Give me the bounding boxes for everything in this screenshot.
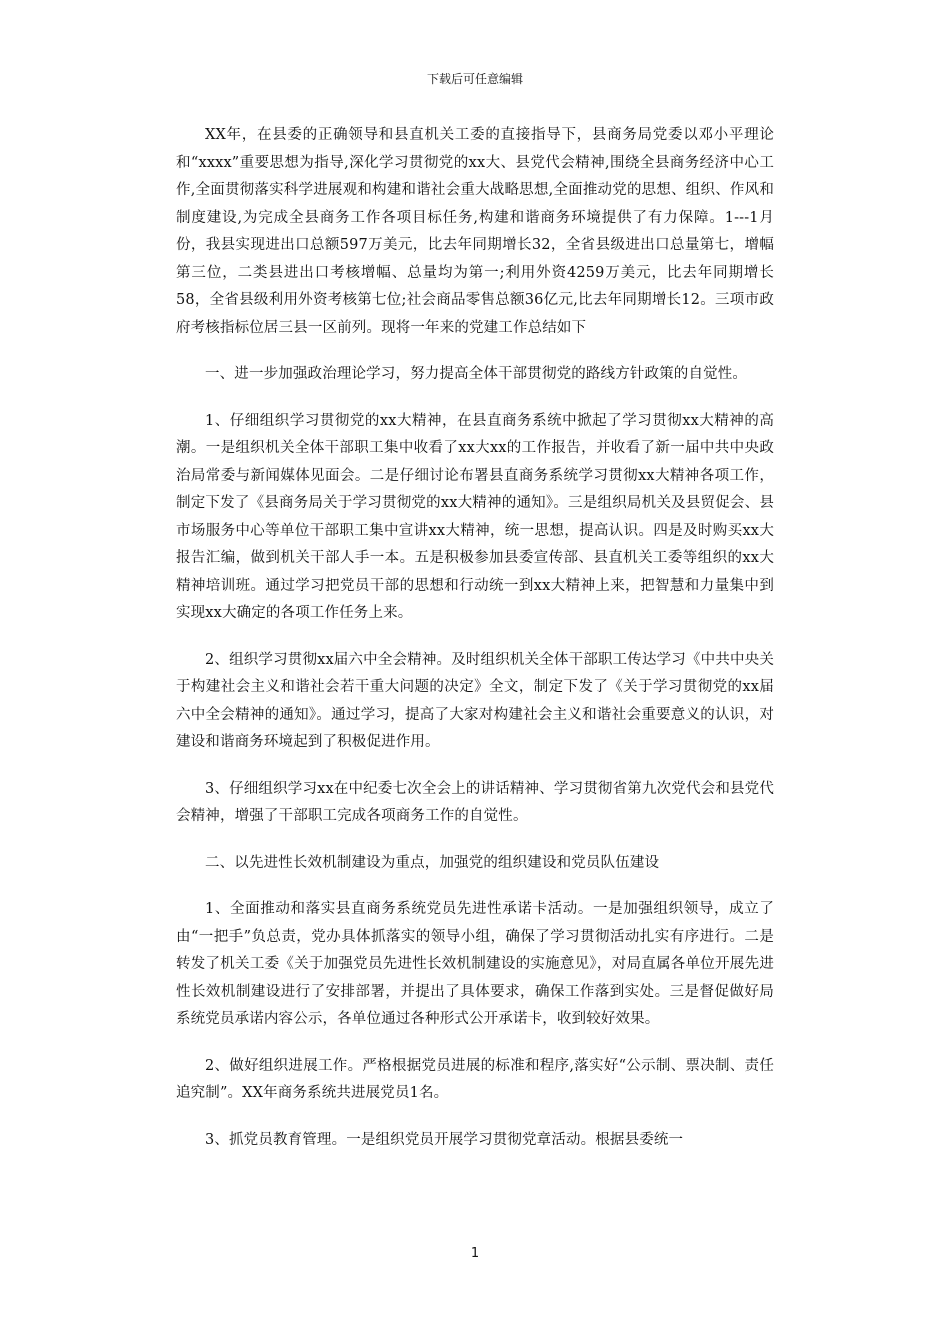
page-number: 1 (470, 1246, 480, 1261)
document-body (176, 122, 774, 1173)
paragraph-2-3: 3、抓党员教育管理。一是组织党员开展学习贯彻党章活动。根据县委统一 (205, 1131, 684, 1148)
section-heading-2: 二、以先进性长效机制建设为重点，加强党的组织建设和党员队伍建设 (205, 854, 660, 871)
paragraph-1-1: 1、仔细组织学习贯彻党的xx大精神，在县直商务系统中掀起了学习贯彻xx大精神的高潮。一是组织机关全体干部职工集中收看了xx大xx的工作报告，并收看了新一届中共中央政治局常委与新闻媒体见面会。二是仔细讨论布署县直商务系统学习贯彻xx大精神各项工作，制定下发了《县商务局关于学习贯彻党的xx大精神的通知》。三是组织局机关及县贸促会、县市场服务中心等单位干部职工集中宣讲xx大精神，统一思想，提高认识。四是及时购买xx大报告汇编，做到机关干部人手一本。五是积极参加县委宣传部、县直机关工委等组织的xx大精神培训班。通过学习把党员干部的思想和行动统一到xx大精神上来，把智慧和力量集中到实现xx大确定的各项工作任务上来。 (176, 412, 774, 621)
paragraph-2-1: 1、全面推动和落实县直商务系统党员先进性承诺卡活动。一是加强组织领导，成立了由“一把手”负总责，党办具体抓落实的领导小组，确保了学习贯彻活动扎实有序进行。二是转发了机关工委《关于加强党员先进性长效机制建设的实施意见》，对局直属各单位开展先进性长效机制建设进行了安排部署，并提出了具体要求，确保工作落到实处。三是督促做好局系统党员承诺内容公示，各单位通过各种形式公开承诺卡，收到较好效果。 (176, 901, 774, 1027)
section-heading-1: 一、进一步加强政治理论学习，努力提高全体干部贯彻党的路线方针政策的自觉性。 (205, 366, 748, 382)
paragraph-1-2: 2、组织学习贯彻xx届六中全会精神。及时组织机关全体干部职工传达学习《中共中央关于构建社会主义和谐社会若干重大问题的决定》全文，制定下发了《关于学习贯彻党的xx届六中全会精神的通知》。通过学习，提高了大家对构建社会主义和谐社会重要意义的认识，对建设和谐商务环境起到了积极促进作用。 (176, 651, 774, 750)
paragraph-2-2: 2、做好组织进展工作。严格根据党员进展的标准和程序,落实好“公示制、票决制、责任追究制”。XX年商务系统共进展党员1名。 (176, 1057, 774, 1101)
paragraph-1-3: 3、仔细组织学习xx在中纪委七次全会上的讲话精神、学习贯彻省第九次党代会和县党代会精神，增强了干部职工完成各项商务工作的自觉性。 (176, 780, 774, 824)
paragraph-intro: XX年，在县委的正确领导和县直机关工委的直接指导下，县商务局党委以邓小平理论和“xxxx”重要思想为指导,深化学习贯彻党的xx大、县党代会精神,围绕全县商务经济中心工作,全面贯彻落实科学进展观和构建和谐社会重大战略思想,全面推动党的思想、组织、作风和制度建设,为完成全县商务工作各项目标任务,构建和谐商务环境提供了有力保障。1---1月份，我县实现进出口总额597万美元，比去年同期增长32，全省县级进出口总量第七，增幅第三位，二类县进出口考核增幅、总量均为第一;利用外资4259万美元，比去年同期增长58，全省县级利用外资考核第七位;社会商品零售总额36亿元,比去年同期增长12。三项市政府考核指标位居三县一区前列。现将一年来的党建工作总结如下 (176, 127, 774, 336)
page-header: 下载后可任意编辑 (426, 72, 523, 86)
